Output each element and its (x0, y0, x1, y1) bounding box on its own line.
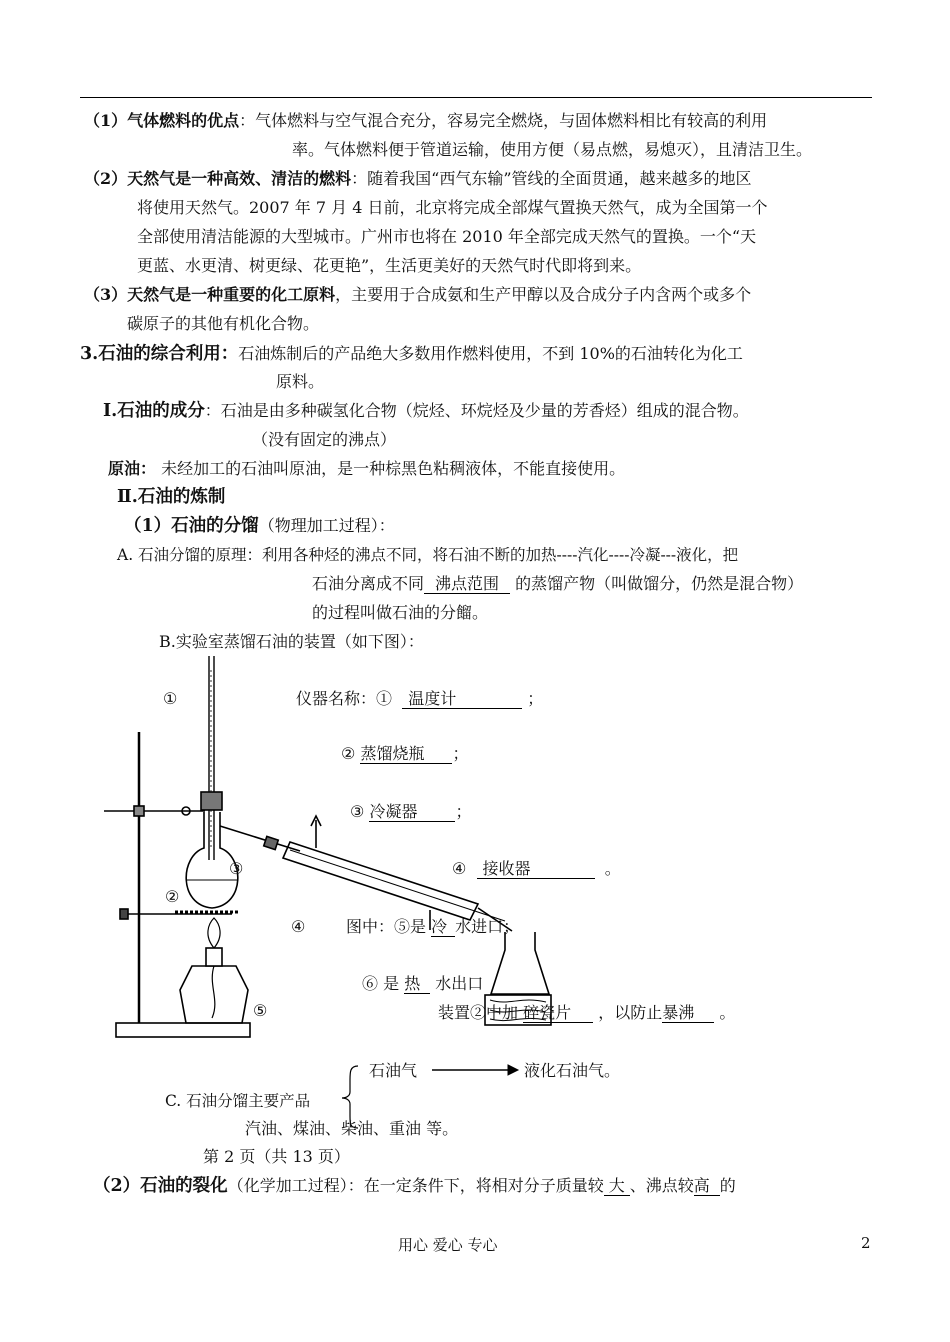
text-segment: 装置②中加 (438, 1003, 519, 1022)
para-text: 的过程叫做石油的分餾。 (312, 603, 489, 622)
section-heading: 3.石油的综合利用： (80, 344, 239, 364)
para-text: 全部使用清洁能源的大型城市。广州市也将在 2010 年全部完成天然气的置换。一个“天 (137, 227, 757, 246)
section-heading-refining: Ⅱ.石油的炼制 (117, 487, 226, 507)
text-segment: ③ (350, 802, 365, 821)
instrument-name-1 (296, 688, 543, 710)
label-thermometer-number: ① (163, 689, 178, 708)
inline-page-count: 第 2 页（共 13 页） (203, 1147, 350, 1166)
stand-base (116, 1023, 250, 1037)
lamp-wick (212, 966, 215, 1018)
fill-blank-answer: 蒸馏烧瓶 (360, 744, 452, 764)
text-segment: ② (341, 744, 356, 763)
label-receiver-number: ④ (291, 917, 306, 936)
text-segment: ：在一定条件下，将相对分子质量较 (347, 1176, 604, 1195)
text-segment: ④ (452, 859, 467, 878)
para-text: 碳原子的其他有机化合物。 (127, 314, 320, 333)
text-segment: 、沸点较 (629, 1176, 694, 1195)
label-lamp-number: ⑤ (253, 1001, 268, 1020)
para-text: （物理加工过程）： (258, 516, 395, 535)
para-text: 未经加工的石油叫原油，是一种棕黑色粘稠液体，不能直接使用。 (156, 459, 626, 478)
text-segment: 。 (719, 1003, 736, 1022)
condenser-jacket (283, 842, 478, 920)
para-text: （没有固定的沸点） (252, 430, 397, 449)
subsection-cracking (93, 1175, 736, 1197)
instrument-name-3 (350, 801, 471, 823)
fill-blank-answer: 温度计 (402, 689, 522, 709)
fill-blank-answer: 接收器 (477, 859, 595, 879)
lamp-neck (206, 948, 222, 966)
text-segment: ① (376, 689, 393, 708)
para-heading: （1）气体燃料的优点 (84, 111, 240, 130)
para-text: ：气体燃料与空气混合充分，容易完全燃烧，与固体燃料相比有较高的利用 (239, 111, 768, 130)
fill-blank-answer: 碎瓷片 (523, 1003, 593, 1023)
text-segment: 。 (604, 859, 621, 878)
para-heading: （2）天然气是一种高效、清洁的燃料 (84, 169, 352, 188)
para-text: 石油炼制后的产品绝大多数用作燃料使用，不到 10%的石油转化为化工 (238, 344, 743, 363)
para-text: 率。气体燃料便于管道运输，使用方便（易点燃，易熄灭），且清洁卫生。 (292, 140, 813, 159)
para-text: 原料。 (276, 372, 325, 391)
product-lpg: 液化石油气。 (524, 1061, 621, 1080)
instrument-name-4 (452, 858, 621, 880)
text-segment: 水出口 (435, 974, 484, 993)
fill-blank-answer: 沸点范围 (424, 574, 510, 594)
instrument-name-2 (341, 743, 468, 765)
label-condenser-number: ③ (229, 859, 244, 878)
para-text: 将使用天然气。2007 年 7 月 4 日前，北京将完成全部煤气置换天然气，成为全国第一个 (137, 198, 768, 217)
subsection-heading: （2）石油的裂化 (93, 1176, 228, 1196)
ring-knob (120, 909, 128, 919)
para-text: ，主要用于合成氨和生产甲醇以及合成分子内含两个或多个 (335, 285, 752, 304)
product-list: 汽油、煤油、柴油、重油 等。 (245, 1119, 459, 1138)
flask-stopper (201, 792, 222, 810)
figure-question-hot-water (362, 973, 483, 995)
section-heading: I.石油的成分 (103, 401, 205, 421)
text-segment: ； (455, 802, 472, 821)
fill-blank-answer: 大 (604, 1176, 630, 1196)
figure-question-cold-water (346, 916, 519, 938)
label-flask-number: ② (165, 887, 180, 906)
text-segment: 仪器名称： (296, 689, 377, 708)
footer-motto: 用心 爱心 专心 (398, 1236, 498, 1254)
para-heading: （3）天然气是一种重要的化工原料 (84, 285, 336, 304)
text-segment: 的蒸馏产物（叫做馏分，仍然是混合物） (510, 574, 804, 593)
fill-blank-answer: 冷凝器 (369, 802, 455, 822)
clamp-knob (134, 806, 144, 816)
para-text: B.实验室蒸馏石油的装置（如下图）： (159, 632, 424, 651)
text-segment: 石油分离成不同 (312, 574, 425, 593)
text-segment: ，以防止 (598, 1003, 663, 1022)
para-heading: 原油： (108, 459, 157, 478)
text-segment: ⑥ 是 (362, 974, 400, 993)
text-segment: 图中：⑤是 (346, 917, 427, 936)
product-petroleum-gas: 石油气 (369, 1061, 418, 1080)
text-segment: 的 (719, 1176, 736, 1195)
lamp-flame (208, 918, 220, 948)
fill-blank-answer: 高 (694, 1176, 720, 1196)
text-segment: ； (452, 744, 469, 763)
fill-blank-answer: 热 (404, 974, 430, 994)
subsection-heading: （1）石油的分馏 (124, 516, 259, 536)
text-segment: （化学加工过程） (227, 1176, 348, 1195)
product-arrow-head (508, 1065, 518, 1075)
text-segment: 水进口； (455, 917, 520, 936)
para-text: ：石油是由多种碳氢化合物（烷烃、环烷烃及少量的芳香烃）组成的混合物。 (204, 401, 749, 420)
receiving-flask (491, 932, 549, 994)
para-text: ：随着我国“西气东输”管线的全面贯通，越来越多的地区 (351, 169, 752, 188)
text-segment: ； (527, 689, 544, 708)
products-label: C. 石油分馏主要产品 (165, 1092, 311, 1110)
fill-blank-answer: 暴沸 (662, 1003, 714, 1023)
para-text: 更蓝、水更清、树更绿、花更艳”，生活更美好的天然气时代即将到来。 (137, 256, 642, 275)
figure-question-boiling-chips (438, 1002, 735, 1024)
condenser-joint (264, 836, 279, 849)
footer-page-number: 2 (861, 1234, 871, 1252)
fill-blank-answer: 冷 (431, 917, 455, 937)
para-text: A. 石油分馏的原理：利用各种烃的沸点不同，将石油不断的加热----汽化----冷凝---液化，把 (117, 546, 739, 564)
